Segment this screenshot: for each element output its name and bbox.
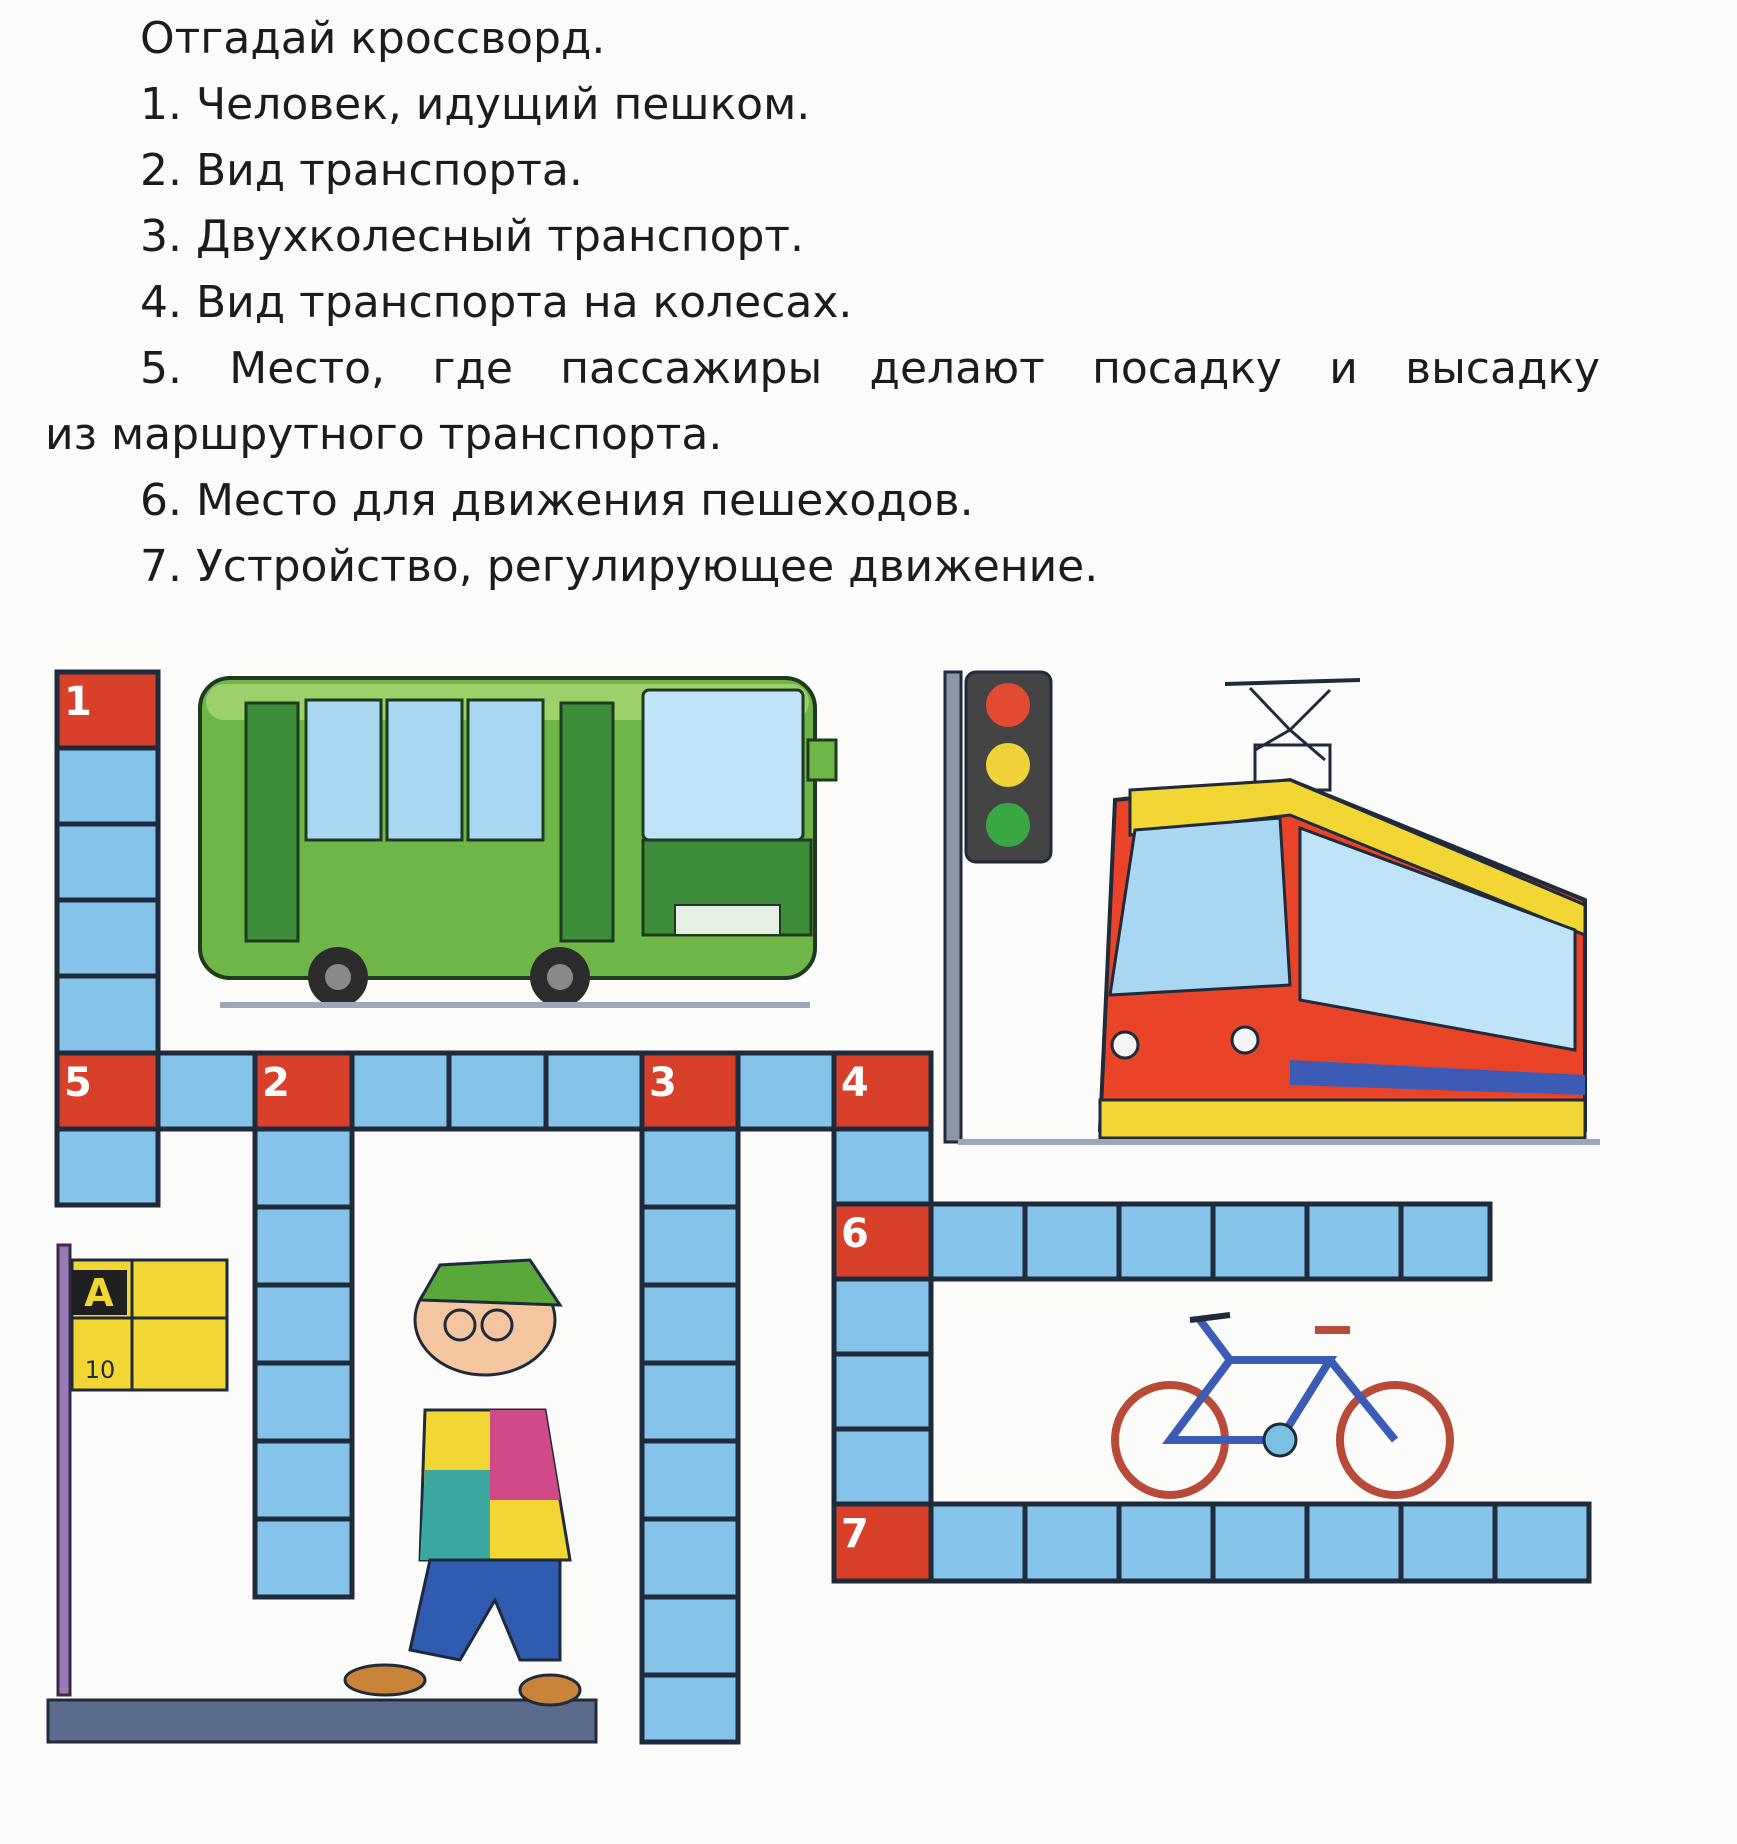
crossword-answer-cell[interactable] bbox=[834, 1279, 931, 1354]
bus-illustration bbox=[200, 678, 836, 1007]
crossword-answer-cell[interactable] bbox=[834, 1129, 931, 1204]
crossword-answer-cell[interactable] bbox=[158, 1053, 255, 1129]
bus-stop-route: 10 bbox=[84, 1356, 116, 1384]
crossword-answer-cell[interactable] bbox=[57, 824, 158, 900]
clue-4: 4. Вид транспорта на колесах. bbox=[140, 277, 853, 328]
crossword-answer-cell[interactable] bbox=[255, 1285, 352, 1363]
crossword-answer-cell[interactable] bbox=[642, 1285, 738, 1363]
crossword-answer-cell[interactable] bbox=[642, 1675, 738, 1742]
crossword-answer-cell[interactable] bbox=[642, 1519, 738, 1597]
crossword-answer-cell[interactable] bbox=[255, 1441, 352, 1519]
clue-7: 7. Устройство, регулирующее движение. bbox=[140, 541, 1099, 592]
crossword-answer-cell[interactable] bbox=[255, 1129, 352, 1207]
crossword-number-7: 7 bbox=[841, 1511, 869, 1557]
crossword-answer-cell[interactable] bbox=[1307, 1504, 1401, 1581]
crossword-answer-cell[interactable] bbox=[57, 976, 158, 1053]
crossword-answer-cell[interactable] bbox=[255, 1363, 352, 1441]
crossword-answer-cell[interactable] bbox=[449, 1053, 546, 1129]
crossword-number-3: 3 bbox=[649, 1060, 677, 1106]
crossword-answer-cell[interactable] bbox=[642, 1129, 738, 1207]
clue-2: 2. Вид транспорта. bbox=[140, 145, 583, 196]
crossword-answer-cell[interactable] bbox=[642, 1363, 738, 1441]
crossword-answer-cell[interactable] bbox=[57, 748, 158, 824]
crossword-answer-cell[interactable] bbox=[1119, 1504, 1213, 1581]
crossword-answer-cell[interactable] bbox=[834, 1429, 931, 1504]
crossword-answer-cell[interactable] bbox=[738, 1053, 834, 1129]
crossword-number-6: 6 bbox=[841, 1211, 869, 1257]
crossword-answer-cell[interactable] bbox=[1495, 1504, 1589, 1581]
bus-stop-letter: А bbox=[84, 1271, 114, 1315]
crossword-answer-cell[interactable] bbox=[1307, 1204, 1401, 1279]
crossword-answer-cell[interactable] bbox=[931, 1504, 1025, 1581]
crossword-answer-cell[interactable] bbox=[57, 1129, 158, 1205]
crossword-answer-cell[interactable] bbox=[1119, 1204, 1213, 1279]
crossword-answer-cell[interactable] bbox=[1025, 1504, 1119, 1581]
crossword-answer-cell[interactable] bbox=[931, 1204, 1025, 1279]
crossword-answer-cell[interactable] bbox=[352, 1053, 449, 1129]
crossword-answer-cell[interactable] bbox=[1401, 1204, 1490, 1279]
crossword-answer-cell[interactable] bbox=[642, 1207, 738, 1285]
crossword-number-1: 1 bbox=[64, 679, 92, 725]
crossword-answer-cell[interactable] bbox=[642, 1441, 738, 1519]
crossword-answer-cell[interactable] bbox=[1025, 1204, 1119, 1279]
crossword-answer-cell[interactable] bbox=[1401, 1504, 1495, 1581]
crossword-answer-cell[interactable] bbox=[834, 1354, 931, 1429]
crossword-answer-cell[interactable] bbox=[255, 1519, 352, 1597]
task-title: Отгадай кроссворд. bbox=[140, 13, 606, 64]
clue-5-continued: из маршрутного транспорта. bbox=[45, 409, 723, 460]
clue-6: 6. Место для движения пешеходов. bbox=[140, 475, 974, 526]
crossword-number-4: 4 bbox=[841, 1060, 869, 1106]
bicycle-illustration bbox=[1115, 1315, 1450, 1495]
crossword-answer-cell[interactable] bbox=[642, 1597, 738, 1675]
clue-1: 1. Человек, идущий пешком. bbox=[140, 79, 811, 130]
crossword-answer-cell[interactable] bbox=[1213, 1204, 1307, 1279]
clue-5: 5. Место, где пассажиры делают посадку и высадку bbox=[140, 343, 1600, 394]
crossword-number-5: 5 bbox=[64, 1060, 92, 1106]
crossword-answer-cell[interactable] bbox=[255, 1207, 352, 1285]
clue-3: 3. Двухколесный транспорт. bbox=[140, 211, 805, 262]
crossword-answer-cell[interactable] bbox=[546, 1053, 642, 1129]
crossword-answer-cell[interactable] bbox=[1213, 1504, 1307, 1581]
tram-illustration bbox=[958, 680, 1600, 1142]
pedestrian-illustration bbox=[345, 1260, 580, 1705]
crossword-answer-cell[interactable] bbox=[57, 900, 158, 976]
crossword-number-2: 2 bbox=[262, 1060, 290, 1106]
traffic-light-illustration bbox=[945, 672, 1051, 1142]
